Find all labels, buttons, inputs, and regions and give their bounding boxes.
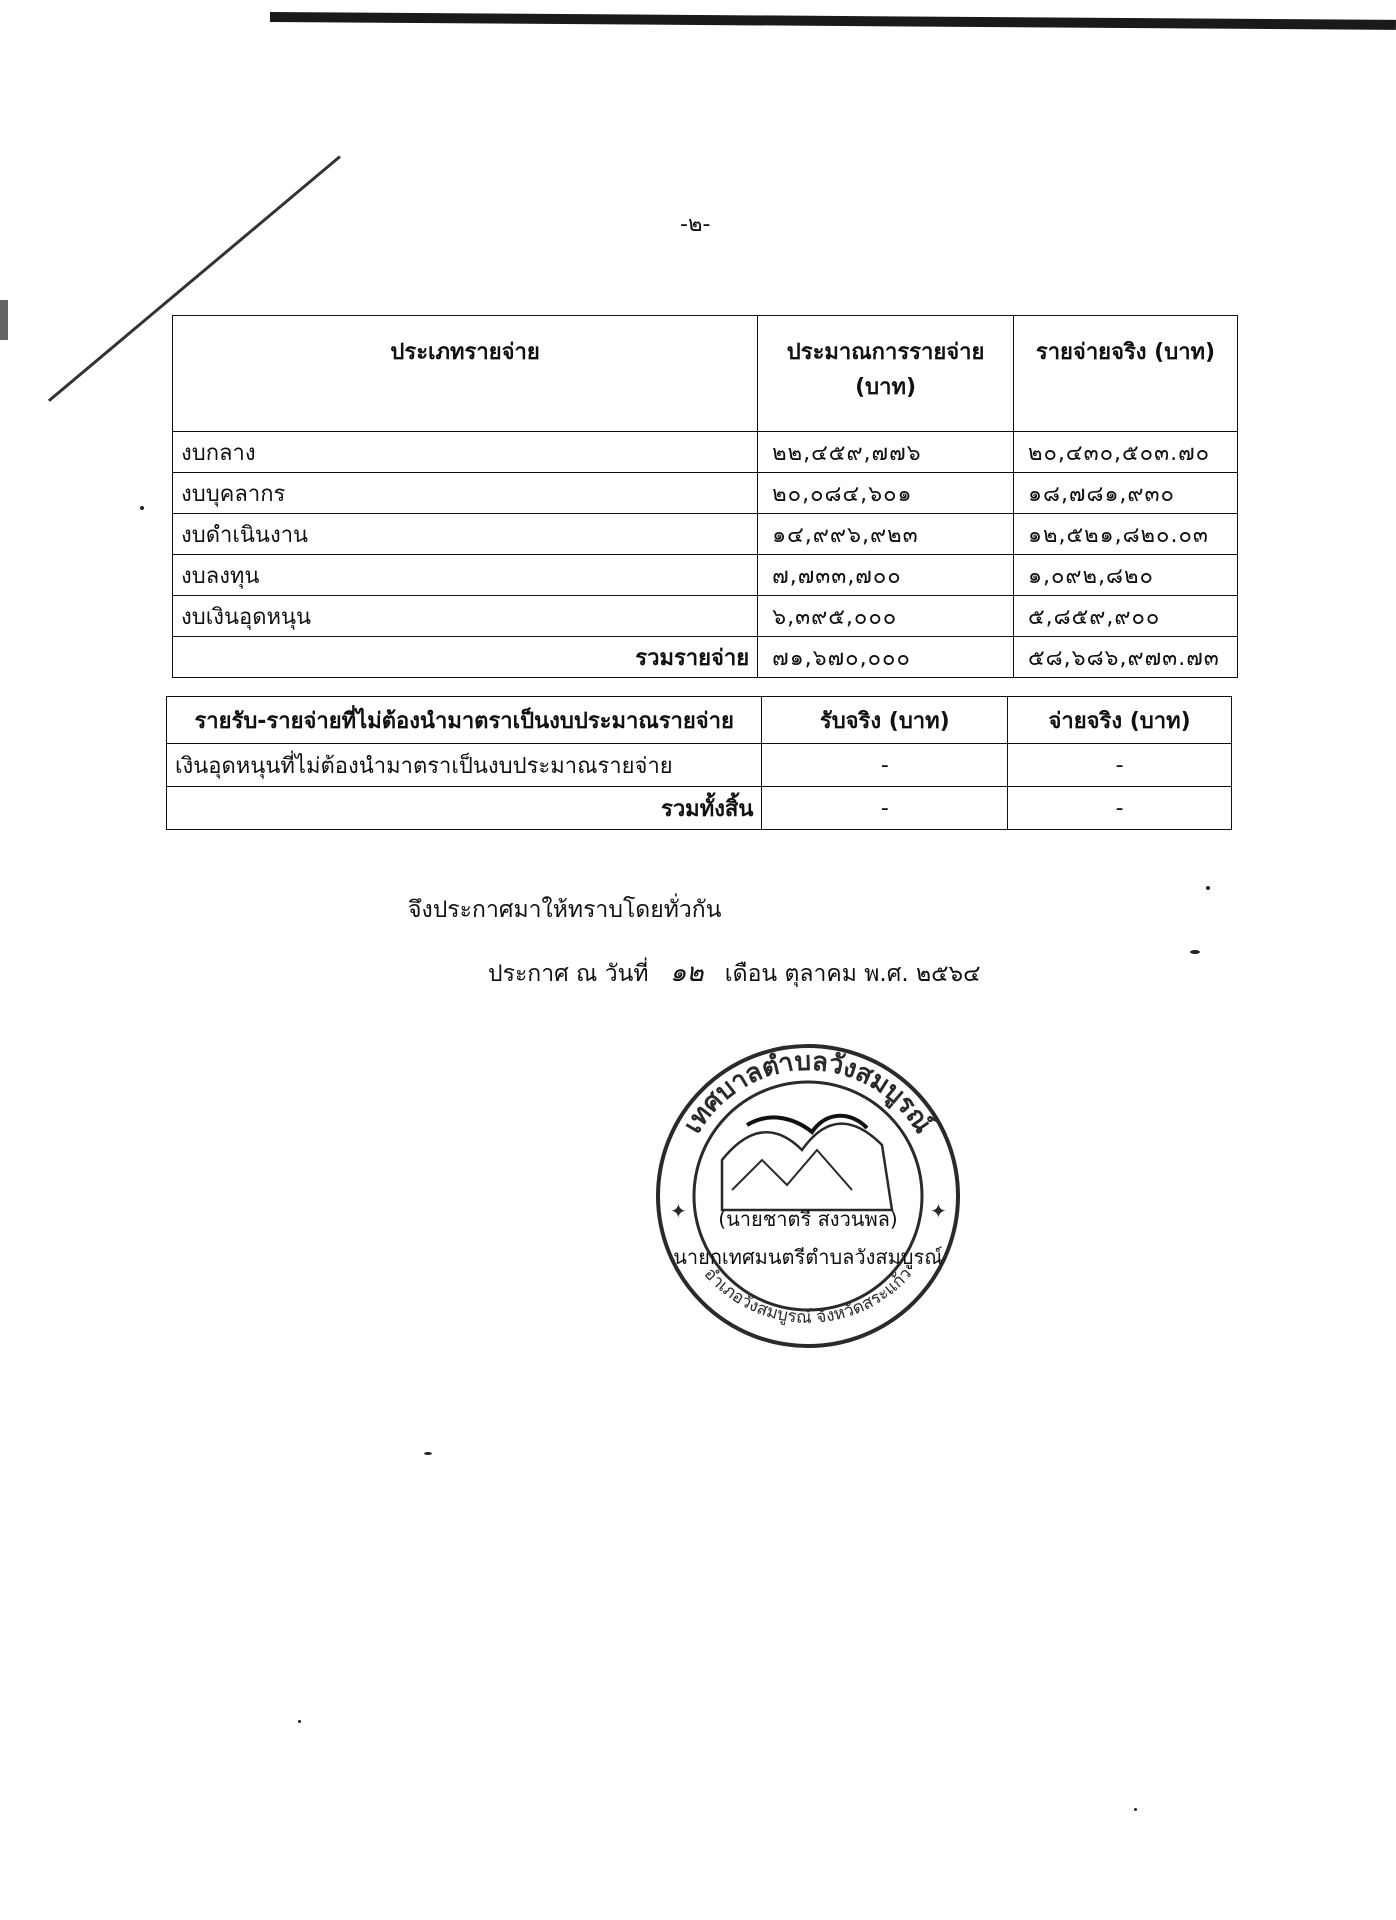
estimated-value: ๗,๗๓๓,๗๐๐ bbox=[758, 555, 1014, 596]
received-value: - bbox=[762, 744, 1008, 787]
seal-bottom-text: อำเภอวังสมบูรณ์ จังหวัดสระแก้ว bbox=[699, 1263, 916, 1328]
total-paid: - bbox=[1008, 787, 1232, 830]
table-row bbox=[173, 473, 1238, 514]
expense-type: งบกลาง bbox=[173, 432, 758, 473]
total-estimated: ๗๑,๖๗๐,๐๐๐ bbox=[758, 637, 1014, 678]
other-income-expense-table bbox=[166, 696, 1232, 830]
header-received: รับจริง (บาท) bbox=[762, 697, 1008, 744]
page-number: -๒- bbox=[680, 212, 711, 237]
seal-top-text: เทศบาลตำบลวังสมบูรณ์ bbox=[677, 1046, 938, 1139]
paid-value: - bbox=[1008, 744, 1232, 787]
other-row-label: เงินอุดหนุนที่ไม่ต้องนำมาตราเป็นงบประมาณรายจ่าย bbox=[167, 744, 762, 787]
star-left-icon: ✦ bbox=[670, 1199, 687, 1223]
estimated-value: ๒๐,๐๘๔,๖๐๑ bbox=[758, 473, 1014, 514]
total-actual: ๕๘,๖๘๖,๙๗๓.๗๓ bbox=[1014, 637, 1238, 678]
seal-inner-ring bbox=[694, 1082, 922, 1310]
actual-value: ๑,๐๙๒,๘๒๐ bbox=[1014, 555, 1238, 596]
scan-speck bbox=[1134, 1808, 1137, 1811]
actual-value: ๕,๘๕๙,๙๐๐ bbox=[1014, 596, 1238, 637]
table-row bbox=[173, 596, 1238, 637]
actual-value: ๒๐,๔๓๐,๕๐๓.๗๐ bbox=[1014, 432, 1238, 473]
table-total-row bbox=[173, 637, 1238, 678]
header-estimated: ประมาณการรายจ่าย (บาท) bbox=[758, 316, 1014, 432]
date-prefix: ประกาศ ณ วันที่ bbox=[488, 961, 649, 987]
table-total-row bbox=[167, 787, 1232, 830]
table-header-row bbox=[167, 697, 1232, 744]
header-expense-type: ประเภทรายจ่าย bbox=[173, 316, 758, 432]
table-row bbox=[173, 514, 1238, 555]
header-paid: จ่ายจริง (บาท) bbox=[1008, 697, 1232, 744]
scan-speck bbox=[1206, 886, 1210, 890]
closing-statement: จึงประกาศมาให้ทราบโดยทั่วกัน bbox=[408, 897, 722, 923]
actual-value: ๑๒,๕๒๑,๘๒๐.๐๓ bbox=[1014, 514, 1238, 555]
scan-speck bbox=[424, 1452, 432, 1455]
table-row bbox=[173, 555, 1238, 596]
scan-speck bbox=[140, 506, 144, 510]
total-received: - bbox=[762, 787, 1008, 830]
seal-mountain-emblem bbox=[722, 1124, 892, 1210]
scan-speck bbox=[1190, 950, 1200, 954]
actual-value: ๑๘,๗๘๑,๙๓๐ bbox=[1014, 473, 1238, 514]
table-header-row bbox=[173, 316, 1238, 432]
scan-smudge bbox=[0, 300, 8, 340]
seal-emblem-lines bbox=[732, 1150, 852, 1190]
estimated-value: ๒๒,๔๕๙,๗๗๖ bbox=[758, 432, 1014, 473]
header-other-type: รายรับ-รายจ่ายที่ไม่ต้องนำมาตราเป็นงบประมาณรายจ่าย bbox=[167, 697, 762, 744]
estimated-value: ๑๔,๙๙๖,๙๒๓ bbox=[758, 514, 1014, 555]
header-actual: รายจ่ายจริง (บาท) bbox=[1014, 316, 1238, 432]
signatory-title: นายกเทศมนตรีตำบลวังสมบูรณ์ bbox=[673, 1245, 943, 1269]
expenses-table bbox=[172, 315, 1238, 678]
table-row bbox=[173, 432, 1238, 473]
official-seal bbox=[652, 1040, 964, 1352]
total-label: รวมรายจ่าย bbox=[173, 637, 758, 678]
scan-speck bbox=[298, 1720, 301, 1723]
expense-type: งบเงินอุดหนุน bbox=[173, 596, 758, 637]
star-right-icon: ✦ bbox=[930, 1199, 947, 1223]
announcement-date bbox=[488, 952, 981, 993]
expense-type: งบลงทุน bbox=[173, 555, 758, 596]
date-day: ๑๒ bbox=[669, 958, 704, 988]
estimated-value: ๖,๓๙๕,๐๐๐ bbox=[758, 596, 1014, 637]
expense-type: งบดำเนินงาน bbox=[173, 514, 758, 555]
date-suffix: เดือน ตุลาคม พ.ศ. ๒๕๖๔ bbox=[724, 961, 981, 987]
expense-type: งบบุคลากร bbox=[173, 473, 758, 514]
scan-top-edge bbox=[270, 12, 1396, 30]
signatory-name: (นายชาตรี สงวนพล) bbox=[718, 1207, 898, 1231]
grand-total-label: รวมทั้งสิ้น bbox=[167, 787, 762, 830]
table-row bbox=[167, 744, 1232, 787]
